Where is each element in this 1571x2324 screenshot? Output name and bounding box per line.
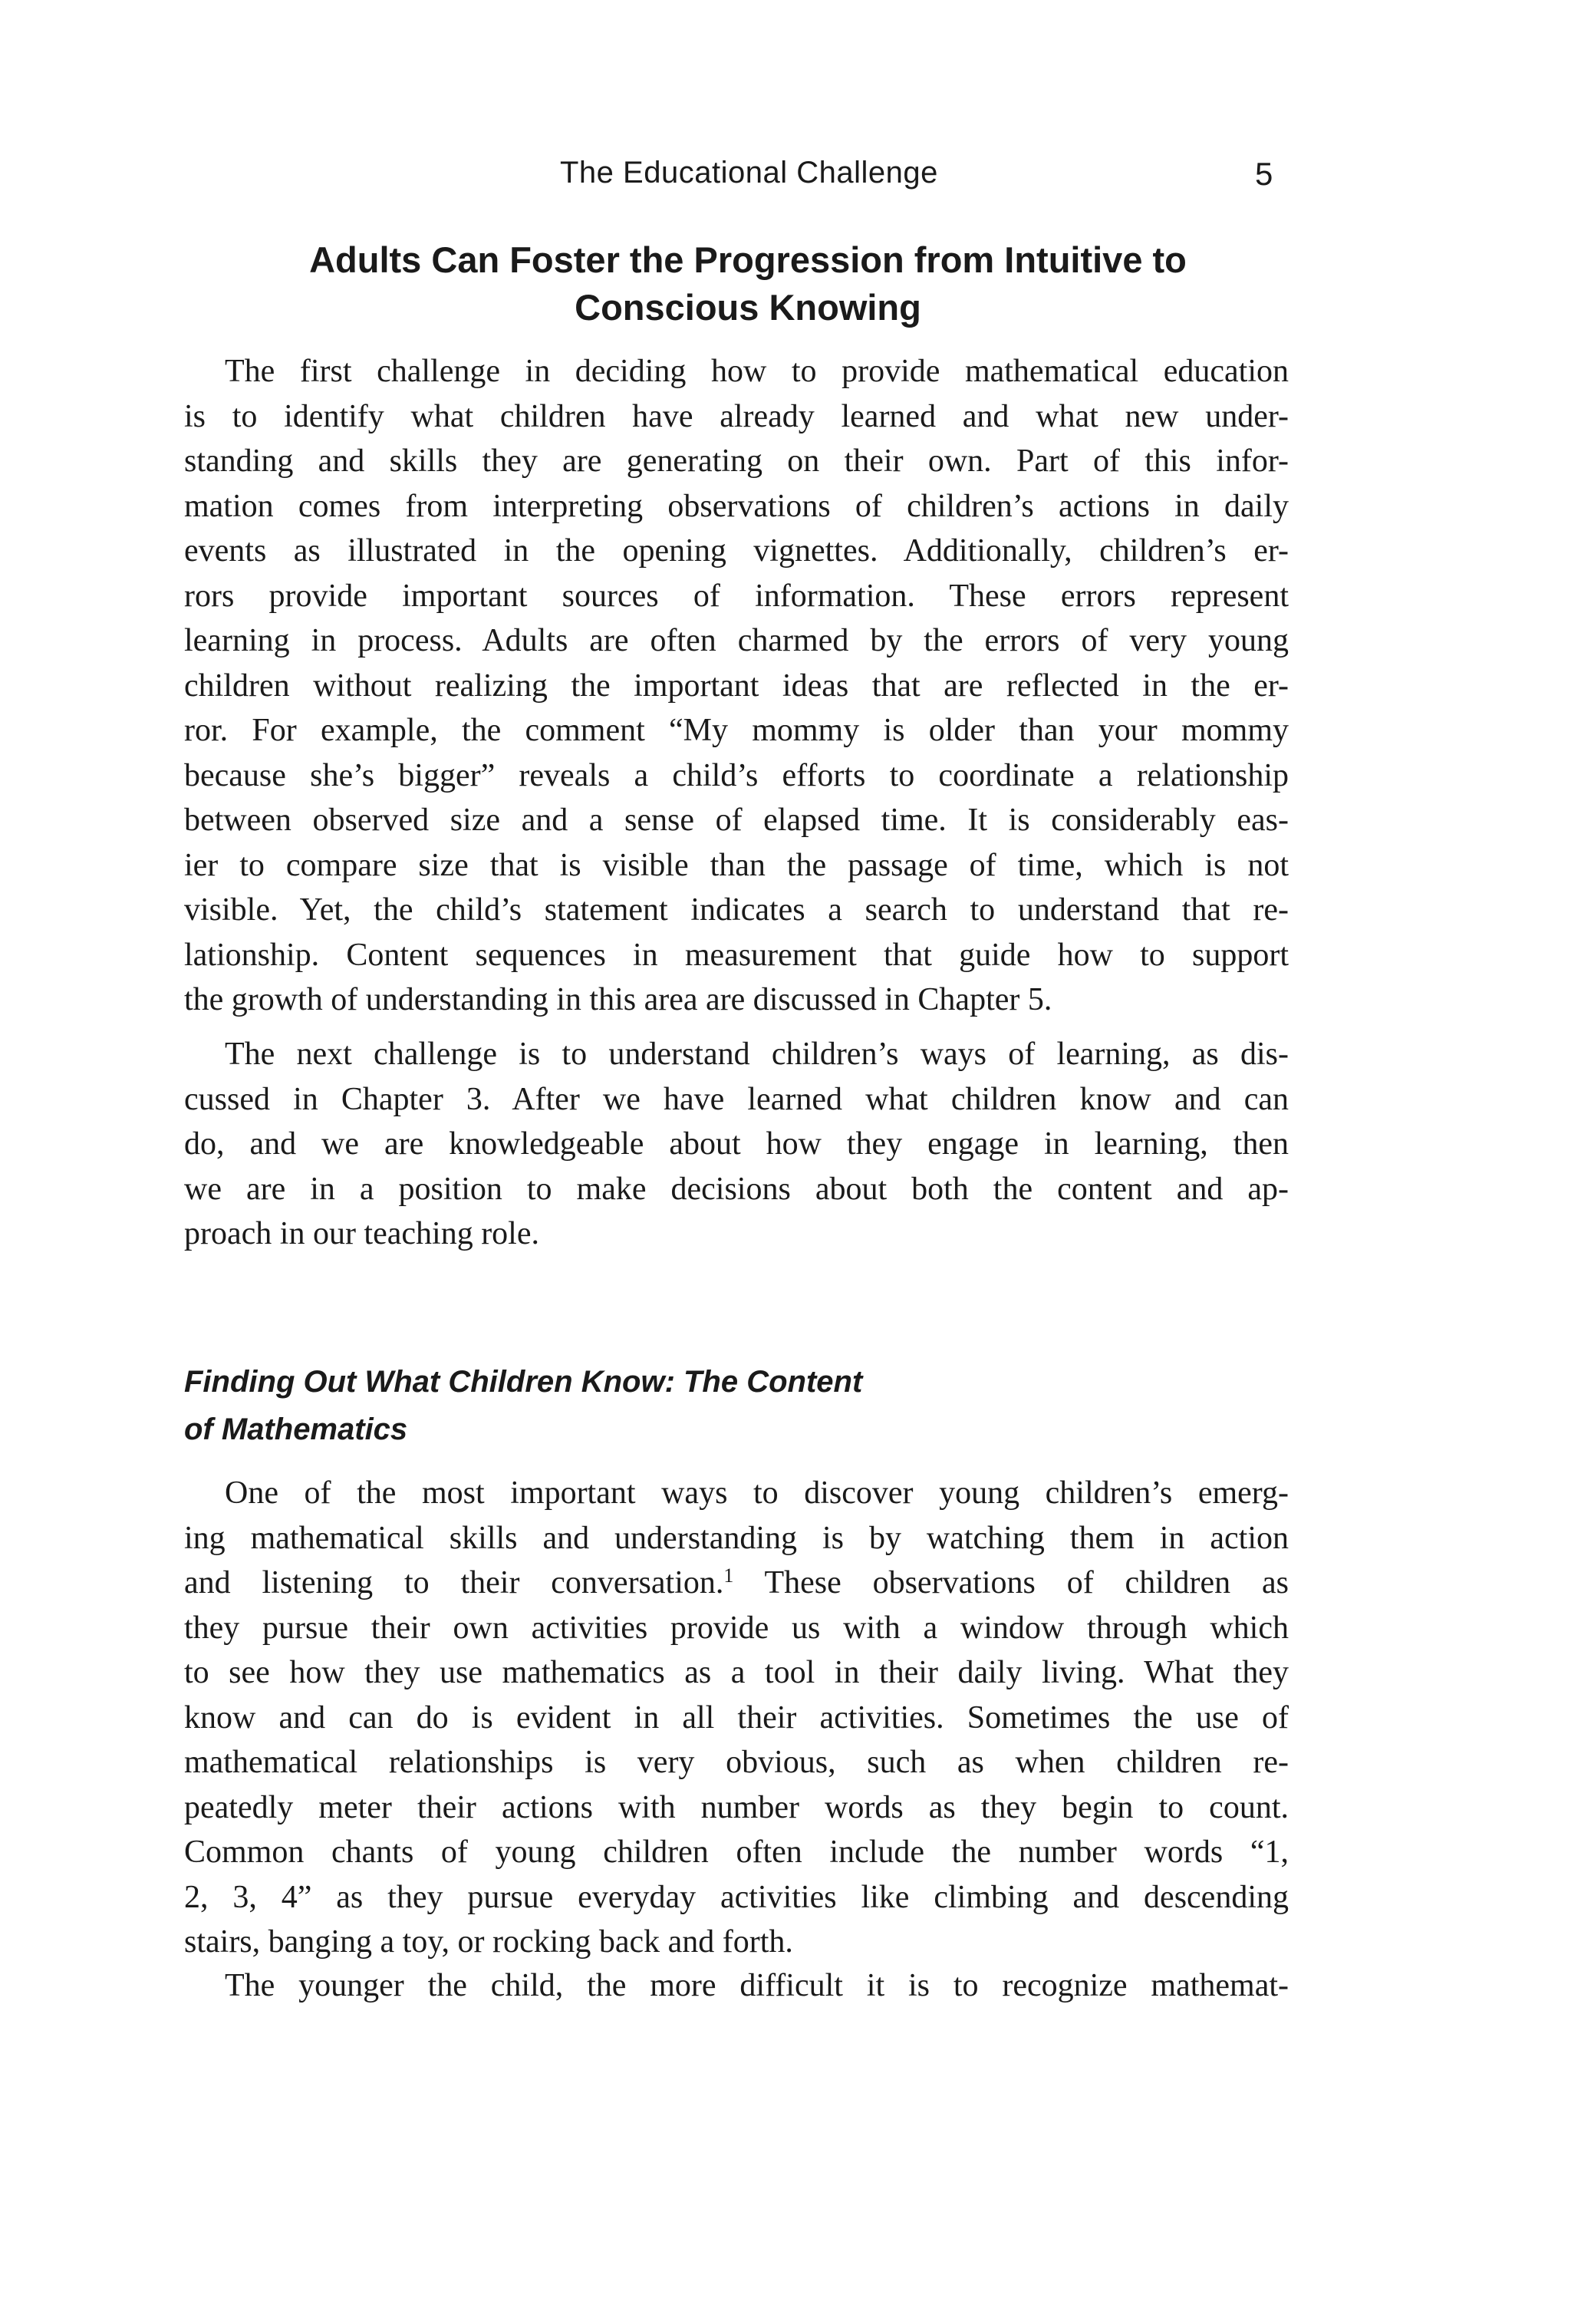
subsection-heading-line: of Mathematics xyxy=(184,1413,408,1446)
paragraph-4 xyxy=(184,1963,1289,2009)
text-segment: and listening to their conversation. xyxy=(184,1565,724,1600)
text-line: to see how they use mathematics as a tool in their daily living. What they xyxy=(184,1655,1289,1690)
section-heading-line: Adults Can Foster the Progression from Intuitive to xyxy=(309,239,1187,280)
text-line: Common chants of young children often include the number words “1, xyxy=(184,1834,1289,1870)
text-line: The first challenge in deciding how to provide mathematical education xyxy=(225,354,1289,389)
text-line: mathematical relationships is very obvious, such as when children re- xyxy=(184,1745,1289,1780)
text-line: visible. Yet, the child’s statement indicates a search to understand that re- xyxy=(184,892,1289,928)
text-line: 2, 3, 4” as they pursue everyday activities like climbing and descending xyxy=(184,1879,1289,1915)
running-head-title: The Educational Challenge xyxy=(560,156,938,190)
text-line: cussed in Chapter 3. After we have learned what children know and can xyxy=(184,1081,1289,1117)
text-line: ing mathematical skills and understanding is by watching them in action xyxy=(184,1520,1289,1556)
text-line: ier to compare size that is visible than the passage of time, which is not xyxy=(184,847,1289,883)
text-line: standing and skills they are generating on their own. Part of this infor- xyxy=(184,443,1289,479)
subsection-heading-line: Finding Out What Children Know: The Content xyxy=(184,1365,863,1399)
text-line: peatedly meter their actions with number words as they begin to count. xyxy=(184,1789,1289,1825)
text-line: do, and we are knowledgeable about how they engage in learning, then xyxy=(184,1126,1289,1162)
section-heading xyxy=(184,236,1312,331)
text-line: The next challenge is to understand children’s ways of learning, as dis- xyxy=(225,1037,1289,1072)
text-line: ror. For example, the comment “My mommy is older than your mommy xyxy=(184,713,1289,748)
text-line: between observed size and a sense of elapsed time. It is considerably eas- xyxy=(184,803,1289,838)
text-line: One of the most important ways to discover young children’s emerg- xyxy=(225,1475,1289,1511)
paragraph-3 xyxy=(184,1471,1289,1965)
text-line: lationship. Content sequences in measurement that guide how to support xyxy=(184,937,1289,973)
text-line: The younger the child, the more difficult it is to recognize mathemat- xyxy=(225,1968,1289,2003)
text-line: rors provide important sources of information. These errors represent xyxy=(184,578,1289,614)
text-line: the growth of understanding in this area are discussed in Chapter 5. xyxy=(184,982,1052,1017)
text-line: mation comes from interpreting observations of children’s actions in daily xyxy=(184,488,1289,524)
text-line-with-footnote xyxy=(184,1561,1289,1606)
text-line: children without realizing the important ideas that are reflected in the er- xyxy=(184,668,1289,704)
text-line: we are in a position to make decisions about both the content and ap- xyxy=(184,1171,1289,1207)
text-line: know and can do is evident in all their activities. Sometimes the use of xyxy=(184,1699,1289,1736)
text-line: proach in our teaching role. xyxy=(184,1216,539,1251)
text-segment: These observations of children as xyxy=(733,1565,1289,1600)
text-line: events as illustrated in the opening vignettes. Additionally, children’s er- xyxy=(184,533,1289,569)
page-number: 5 xyxy=(1255,156,1273,192)
text-line: stairs, banging a toy, or rocking back and forth. xyxy=(184,1924,793,1960)
text-line: learning in process. Adults are often charmed by the errors of very young xyxy=(184,623,1289,658)
text-line: they pursue their own activities provide us with a window through which xyxy=(184,1610,1289,1646)
subsection-heading xyxy=(184,1358,1289,1453)
section-heading-line: Conscious Knowing xyxy=(575,287,921,328)
text-line: is to identify what children have already learned and what new under- xyxy=(184,398,1289,434)
paragraph-2 xyxy=(184,1032,1289,1257)
paragraph-1 xyxy=(184,349,1289,1023)
footnote-marker: 1 xyxy=(723,1564,734,1587)
text-line: because she’s bigger” reveals a child’s efforts to coordinate a relationship xyxy=(184,757,1289,793)
